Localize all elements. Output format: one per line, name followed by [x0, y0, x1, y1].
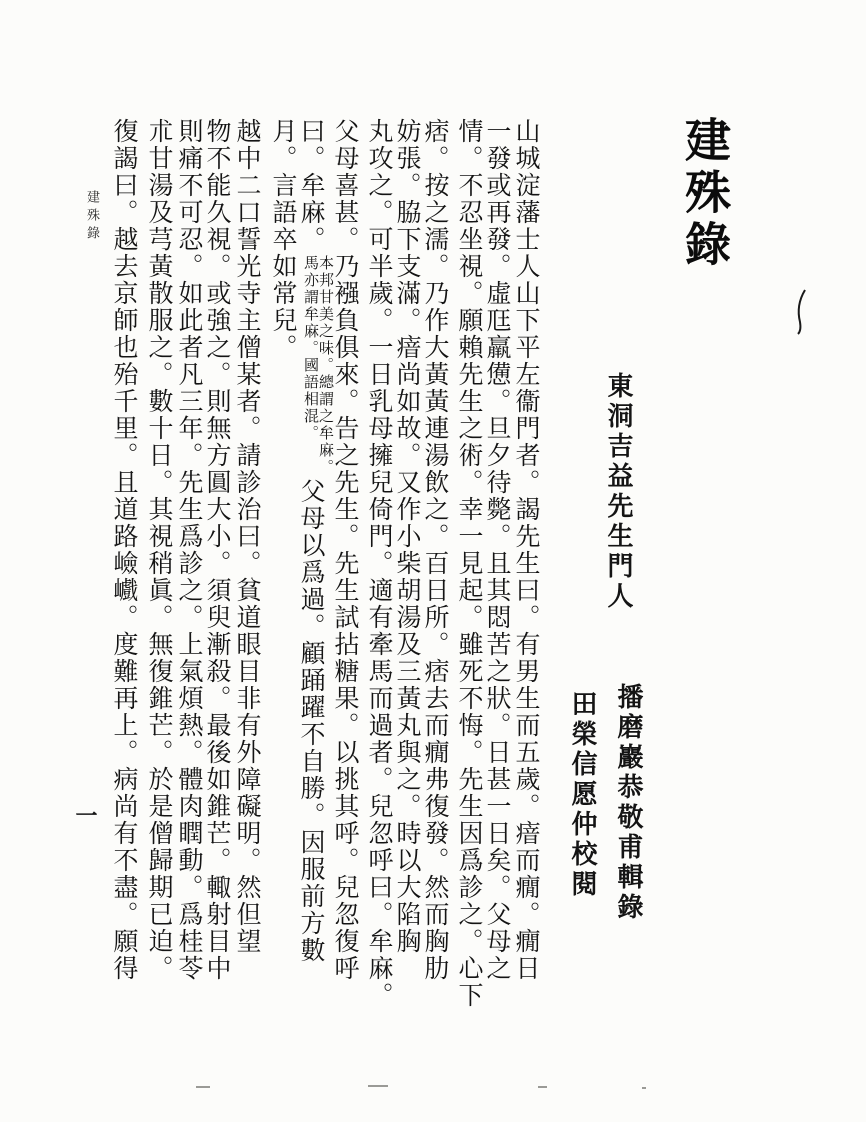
text-column-13: 朮甘湯及芎黃散服之。數十日。其視稍眞。無復錐芒。於是僧歸期已迫。: [145, 118, 174, 982]
text-column-7: 父母喜甚。乃襁負俱來。告之先生。先生試拈糖果。以挑其呼。兒忽復呼: [331, 118, 360, 982]
interlinear-note-line-2: 馬亦謂牟麻。國語相混。: [302, 255, 320, 442]
attribution-compiler: 播磨巖恭敬甫輯錄: [613, 683, 643, 923]
book-title: 建殊錄: [678, 116, 732, 272]
column8-main-text: 曰。牟麻。: [297, 118, 326, 253]
scan-noise-dash: [538, 1086, 547, 1088]
text-column-2: 一發或再發。虛尫羸憊。旦夕待斃。且其悶苦之狀。日甚一日矣。父母之: [483, 118, 512, 982]
text-column-9: 月。言語卒如常兒。: [269, 118, 298, 361]
text-column-11: 物不能久視。或強之。則無方圓大小。須臾漸殺。最後如錐芒。輙射目中: [203, 118, 232, 982]
attribution-proofreader: 田榮信愿仲校閱: [567, 690, 597, 900]
text-column-6: 丸攻之。可半歲。一日乳母擁兒倚門。適有牽馬而過者。兒忽呼曰。牟麻。: [365, 118, 394, 1009]
column8-main-text-continued: 父母以爲過。顧踊躍不自勝。因服前方數: [297, 478, 326, 964]
gutter-running-title: 建殊錄: [84, 190, 99, 244]
interlinear-note-line-1: 本邦甘美之味。總謂之牟麻。: [317, 255, 335, 476]
interlinear-note: [303, 255, 333, 476]
text-column-12: 則痛不可忍。如此者凡三年。先生爲診之。上氣煩熱。體肉瞤動。爲桂苓: [175, 118, 204, 982]
text-column-10: 越中二口誓光寺主僧某者。請診治曰。貧道眼目非有外障礙明。然但望: [233, 118, 262, 955]
text-column-14: 復謁曰。越去京師也殆千里。且道路嶮巇。度難再上。病尚有不盡。願得: [110, 118, 139, 982]
text-column-5: 妨張。脇下支滿。瘖尚如故。又作小柴胡湯及三黃丸與之。時以大陷胸: [393, 118, 422, 955]
scan-noise-dash: [196, 1086, 210, 1088]
page-number: 一: [72, 804, 98, 826]
scan-artifact-curve: [792, 288, 808, 336]
text-column-4: 痞。按之濡。乃作大黃黃連湯飲之。百日所。痞去而癇弗復發。然而胸肋: [421, 118, 450, 982]
scan-noise-dash: [368, 1085, 388, 1087]
attribution-school: 東洞吉益先生門人: [603, 372, 633, 612]
text-column-1: 山城淀藩士人山下平左衞門者。謁先生曰。有男生而五歲。瘖而癇。癇日: [512, 118, 541, 982]
text-column-8: [296, 118, 333, 964]
text-column-3: 情。不忍坐視。願賴先生之術。幸一見起。雖死不悔。先生因爲診之。心下: [455, 118, 484, 1009]
scan-noise-dot: [642, 1087, 646, 1089]
